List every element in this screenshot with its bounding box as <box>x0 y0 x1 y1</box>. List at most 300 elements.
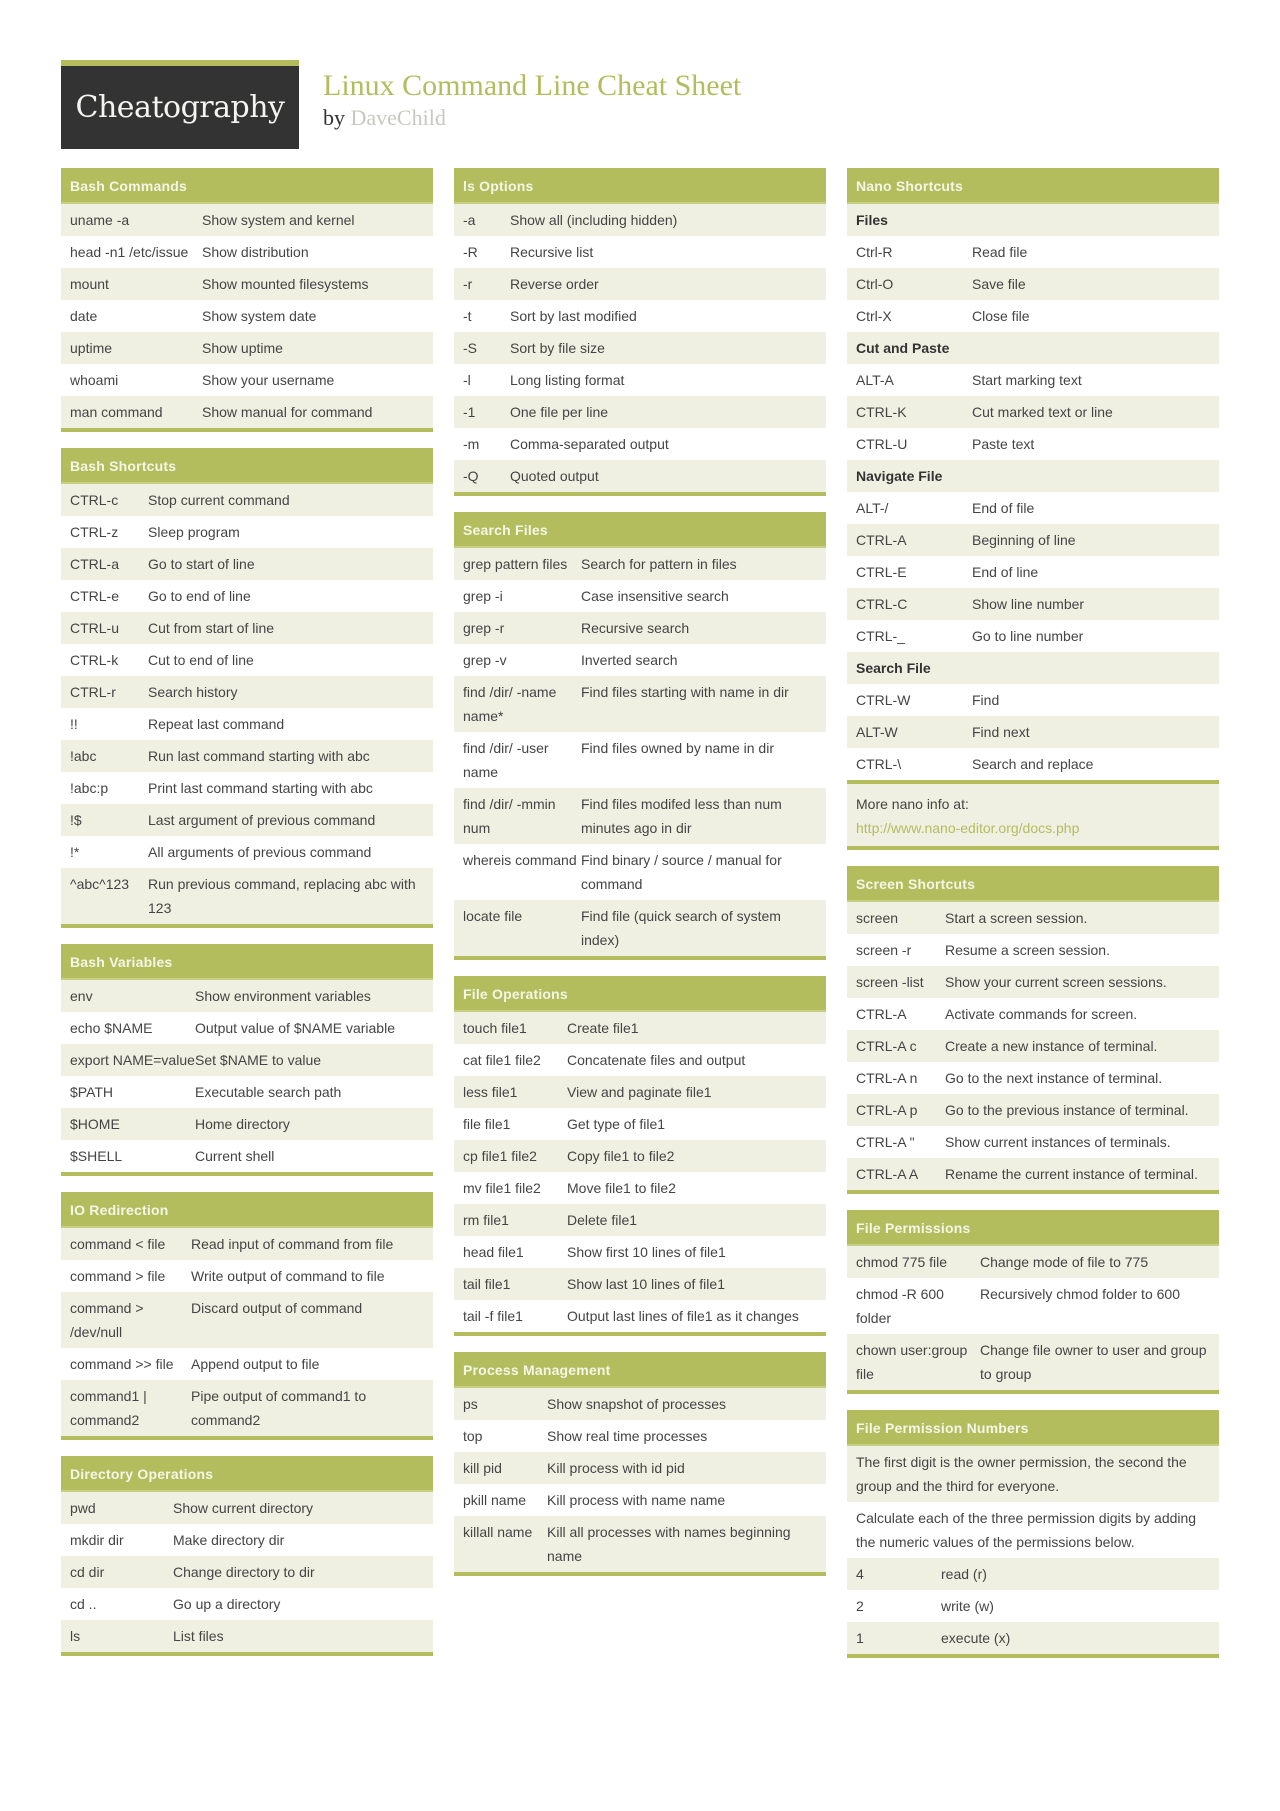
table-row <box>454 1516 826 1572</box>
table-row <box>61 1620 433 1652</box>
command: !abc <box>70 748 97 764</box>
command: touch file1 <box>463 1020 527 1036</box>
panel-title: File Permission Numbers <box>847 1410 1219 1446</box>
subheading-row <box>847 460 1219 492</box>
paragraph: The first digit is the owner permission, the second the group and the third for everyone. <box>847 1446 1219 1502</box>
command: mv file1 file2 <box>463 1180 541 1196</box>
command: uptime <box>70 340 113 356</box>
command: less file1 <box>463 1084 518 1100</box>
description: Long listing format <box>510 372 625 388</box>
command: -R <box>463 244 478 260</box>
description: execute (x) <box>941 1630 1011 1646</box>
table-row <box>61 612 433 644</box>
description: Delete file1 <box>567 1212 638 1228</box>
panel-title: Bash Shortcuts <box>61 448 433 484</box>
table-row <box>454 1420 826 1452</box>
command: !abc:p <box>70 780 109 796</box>
command: CTRL-A <box>856 1006 907 1022</box>
table-row <box>61 708 433 740</box>
command: head file1 <box>463 1244 524 1260</box>
table-row <box>454 396 826 428</box>
description: Set $NAME to value <box>195 1052 322 1068</box>
panel-process-management <box>454 1352 826 1576</box>
description: Find <box>972 692 1000 708</box>
table-row <box>454 644 826 676</box>
command: pkill name <box>463 1492 527 1508</box>
command: find /dir/ -name name* <box>463 684 557 724</box>
command: -1 <box>463 404 476 420</box>
table-row <box>847 268 1219 300</box>
command: ls <box>70 1628 81 1644</box>
panel-title: Search Files <box>454 512 826 548</box>
command: CTRL-a <box>70 556 120 572</box>
description: Sort by file size <box>510 340 605 356</box>
page-header <box>61 60 1217 150</box>
command: CTRL-e <box>70 588 120 604</box>
table-row <box>847 684 1219 716</box>
description: Copy file1 to file2 <box>567 1148 675 1164</box>
description: Make directory dir <box>173 1532 285 1548</box>
command: man command <box>70 404 163 420</box>
description: End of file <box>972 500 1035 516</box>
table-row <box>61 1228 433 1260</box>
table-row <box>61 204 433 236</box>
command: CTRL-A A <box>856 1166 919 1182</box>
table-row <box>847 902 1219 934</box>
panel-title: Nano Shortcuts <box>847 168 1219 204</box>
command: -m <box>463 436 480 452</box>
description: Recursive list <box>510 244 594 260</box>
panel-ls-options <box>454 168 826 496</box>
command: uname -a <box>70 212 130 228</box>
command: ^abc^123 <box>70 876 130 892</box>
command: command1 | command2 <box>70 1388 147 1428</box>
table-row <box>454 300 826 332</box>
command: file file1 <box>463 1116 511 1132</box>
description: Recursive search <box>581 620 690 636</box>
description: Discard output of command <box>191 1300 363 1316</box>
description: Sort by last modified <box>510 308 637 324</box>
table-row <box>847 620 1219 652</box>
command: $SHELL <box>70 1148 123 1164</box>
description: Show current directory <box>173 1500 314 1516</box>
column-2 <box>454 168 826 1592</box>
table-row <box>61 1076 433 1108</box>
command: CTRL-A p <box>856 1102 918 1118</box>
byline <box>323 104 741 132</box>
table-row <box>61 1292 433 1348</box>
description: Create file1 <box>567 1020 639 1036</box>
panel-title: ls Options <box>454 168 826 204</box>
description: Quoted output <box>510 468 599 484</box>
table-row <box>454 1268 826 1300</box>
table-row <box>454 1076 826 1108</box>
panel-rows <box>847 1446 1219 1654</box>
table-row <box>847 364 1219 396</box>
command: 4 <box>856 1566 864 1582</box>
command: CTRL-K <box>856 404 907 420</box>
table-row <box>61 548 433 580</box>
description: Search for pattern in files <box>581 556 737 572</box>
description: Start a screen session. <box>945 910 1088 926</box>
table-row <box>454 1452 826 1484</box>
table-row <box>847 428 1219 460</box>
command: CTRL-z <box>70 524 119 540</box>
command: -S <box>463 340 477 356</box>
panel-bash-commands <box>61 168 433 432</box>
panel-rows <box>61 980 433 1172</box>
table-row <box>61 1012 433 1044</box>
table-row <box>847 1126 1219 1158</box>
command: CTRL-A <box>856 532 907 548</box>
cheatography-logo[interactable] <box>61 60 299 149</box>
command: CTRL-\ <box>856 756 902 772</box>
description: Current shell <box>195 1148 275 1164</box>
command: export NAME=value <box>70 1052 195 1068</box>
table-row <box>61 396 433 428</box>
table-row <box>454 1044 826 1076</box>
command: command >> file <box>70 1356 174 1372</box>
command: CTRL-A " <box>856 1134 915 1150</box>
panel-title: Process Management <box>454 1352 826 1388</box>
description: Recursively chmod folder to 600 <box>980 1286 1180 1302</box>
description: Resume a screen session. <box>945 942 1110 958</box>
subheading-row <box>847 332 1219 364</box>
description: One file per line <box>510 404 609 420</box>
command: 2 <box>856 1598 864 1614</box>
command: -r <box>463 276 473 292</box>
description: Get type of file1 <box>567 1116 666 1132</box>
table-row <box>61 236 433 268</box>
table-row <box>61 332 433 364</box>
table-row <box>61 364 433 396</box>
table-row <box>454 268 826 300</box>
command: find /dir/ -mmin num <box>463 796 556 836</box>
command: CTRL-A c <box>856 1038 917 1054</box>
description: Concatenate files and output <box>567 1052 746 1068</box>
command: top <box>463 1428 483 1444</box>
command: env <box>70 988 93 1004</box>
panel-title: Bash Commands <box>61 168 433 204</box>
description: Go to line number <box>972 628 1084 644</box>
description: Last argument of previous command <box>148 812 376 828</box>
table-row <box>61 516 433 548</box>
description: Read input of command from file <box>191 1236 394 1252</box>
table-row <box>61 740 433 772</box>
command: date <box>70 308 98 324</box>
description: Rename the current instance of terminal. <box>945 1166 1198 1182</box>
table-row <box>61 676 433 708</box>
description: Show manual for command <box>202 404 373 420</box>
command: chmod 775 file <box>856 1254 948 1270</box>
table-row <box>454 1108 826 1140</box>
command: command > file <box>70 1268 166 1284</box>
description: Sleep program <box>148 524 240 540</box>
description: Show snapshot of processes <box>547 1396 726 1412</box>
description: Go to end of line <box>148 588 251 604</box>
table-row <box>847 1590 1219 1622</box>
command: cd .. <box>70 1596 97 1612</box>
command: grep pattern files <box>463 556 568 572</box>
table-row <box>61 772 433 804</box>
table-row <box>454 612 826 644</box>
description: Go up a directory <box>173 1596 281 1612</box>
description: Append output to file <box>191 1356 320 1372</box>
table-row <box>61 580 433 612</box>
table-row <box>454 548 826 580</box>
description: Run last command starting with abc <box>148 748 370 764</box>
command: Ctrl-O <box>856 276 894 292</box>
table-row <box>61 484 433 516</box>
table-row <box>847 1094 1219 1126</box>
panel-title: Directory Operations <box>61 1456 433 1492</box>
subheading: Search File <box>856 660 931 676</box>
panel-file-operations <box>454 976 826 1336</box>
table-row <box>847 524 1219 556</box>
description: Executable search path <box>195 1084 342 1100</box>
table-row <box>847 716 1219 748</box>
command: pwd <box>70 1500 96 1516</box>
description: Find next <box>972 724 1030 740</box>
description: Kill process with name name <box>547 1492 726 1508</box>
table-row <box>61 1044 433 1076</box>
panel-directory-operations <box>61 1456 433 1656</box>
panel-title: File Operations <box>454 976 826 1012</box>
description: Start marking text <box>972 372 1082 388</box>
panel-bash-variables <box>61 944 433 1176</box>
command: -t <box>463 308 472 324</box>
description: Find binary / source / manual for command <box>581 852 782 892</box>
panel-rows <box>847 1246 1219 1390</box>
command: !* <box>70 844 80 860</box>
description: Pipe output of command1 to command2 <box>191 1388 367 1428</box>
command: CTRL-A n <box>856 1070 918 1086</box>
description: Show distribution <box>202 244 309 260</box>
table-row <box>454 1172 826 1204</box>
command: ALT-W <box>856 724 898 740</box>
paragraph: Calculate each of the three permission digits by adding the numeric values of the permissions below. <box>847 1502 1219 1558</box>
description: Reverse order <box>510 276 599 292</box>
table-row <box>847 1558 1219 1590</box>
command: cd dir <box>70 1564 105 1580</box>
command: command > /dev/null <box>70 1300 144 1340</box>
subheading: Cut and Paste <box>856 340 950 356</box>
command: find /dir/ -user name <box>463 740 549 780</box>
panel-bash-shortcuts <box>61 448 433 928</box>
table-row <box>847 492 1219 524</box>
note-text: More nano info at: <box>856 796 969 812</box>
command: kill pid <box>463 1460 502 1476</box>
table-row <box>454 1388 826 1420</box>
description: Find files starting with name in dir <box>581 684 789 700</box>
panel-rows <box>61 484 433 924</box>
description: Home directory <box>195 1116 290 1132</box>
description: Show your current screen sessions. <box>945 974 1167 990</box>
table-row <box>61 1492 433 1524</box>
command: command < file <box>70 1236 166 1252</box>
command: 1 <box>856 1630 864 1646</box>
table-row <box>454 332 826 364</box>
description: Repeat last command <box>148 716 285 732</box>
table-row <box>454 1236 826 1268</box>
table-row <box>61 300 433 332</box>
command: CTRL-k <box>70 652 119 668</box>
description: Beginning of line <box>972 532 1076 548</box>
description: Go to the previous instance of terminal. <box>945 1102 1189 1118</box>
command: locate file <box>463 908 523 924</box>
command: grep -r <box>463 620 505 636</box>
description: Find file (quick search of system index) <box>581 908 781 948</box>
table-row <box>61 1348 433 1380</box>
description: Output value of $NAME variable <box>195 1020 395 1036</box>
command: CTRL-C <box>856 596 908 612</box>
description: Activate commands for screen. <box>945 1006 1138 1022</box>
logo-text: Cheatography <box>75 90 285 125</box>
command: grep -v <box>463 652 507 668</box>
description: Read file <box>972 244 1028 260</box>
command: whereis command <box>463 852 577 868</box>
table-row <box>454 460 826 492</box>
description: Output last lines of file1 as it changes <box>567 1308 799 1324</box>
table-row <box>61 1380 433 1436</box>
column-3 <box>847 168 1219 1674</box>
column-1 <box>61 168 433 1672</box>
description: Move file1 to file2 <box>567 1180 676 1196</box>
command: cp file1 file2 <box>463 1148 537 1164</box>
description: Show first 10 lines of file1 <box>567 1244 726 1260</box>
description: End of line <box>972 564 1039 580</box>
description: Search and replace <box>972 756 1094 772</box>
table-row <box>61 836 433 868</box>
description: Write output of command to file <box>191 1268 385 1284</box>
panel-file-permissions <box>847 1210 1219 1394</box>
description: Comma-separated output <box>510 436 669 452</box>
table-row <box>847 748 1219 780</box>
table-row <box>454 1300 826 1332</box>
table-row <box>61 644 433 676</box>
command: -l <box>463 372 471 388</box>
author-link[interactable]: DaveChild <box>350 105 446 130</box>
description: Show all (including hidden) <box>510 212 678 228</box>
description: Stop current command <box>148 492 290 508</box>
table-row <box>454 1012 826 1044</box>
command: CTRL-r <box>70 684 116 700</box>
description: Cut marked text or line <box>972 404 1113 420</box>
command: mount <box>70 276 109 292</box>
table-row <box>61 868 433 924</box>
table-row <box>847 396 1219 428</box>
description: Show current instances of terminals. <box>945 1134 1171 1150</box>
description: List files <box>173 1628 224 1644</box>
command: CTRL-E <box>856 564 907 580</box>
command: ALT-/ <box>856 500 889 516</box>
description: Print last command starting with abc <box>148 780 373 796</box>
panel-nano-shortcuts <box>847 168 1219 850</box>
panel-rows <box>61 204 433 428</box>
command: Ctrl-R <box>856 244 893 260</box>
description: Paste text <box>972 436 1035 452</box>
panel-rows <box>454 548 826 956</box>
table-row <box>847 1062 1219 1094</box>
table-row <box>847 236 1219 268</box>
table-row <box>61 1140 433 1172</box>
table-row <box>454 788 826 844</box>
description: Show environment variables <box>195 988 371 1004</box>
table-row <box>454 1484 826 1516</box>
nano-docs-link[interactable]: http://www.nano-editor.org/docs.php <box>856 820 1080 836</box>
table-row <box>61 1556 433 1588</box>
description: write (w) <box>941 1598 994 1614</box>
table-row <box>454 900 826 956</box>
description: Show real time processes <box>547 1428 708 1444</box>
table-row <box>847 1622 1219 1654</box>
table-row <box>454 580 826 612</box>
table-row <box>847 998 1219 1030</box>
command: whoami <box>70 372 119 388</box>
table-row <box>454 732 826 788</box>
command: Ctrl-X <box>856 308 892 324</box>
table-row <box>847 1334 1219 1390</box>
table-row <box>61 1524 433 1556</box>
table-row <box>847 1030 1219 1062</box>
table-row <box>847 588 1219 620</box>
command: CTRL-W <box>856 692 911 708</box>
table-row <box>454 204 826 236</box>
table-row <box>454 236 826 268</box>
command: $HOME <box>70 1116 120 1132</box>
table-row <box>61 804 433 836</box>
description: Show mounted filesystems <box>202 276 369 292</box>
panel-rows <box>454 204 826 492</box>
command: $PATH <box>70 1084 114 1100</box>
subheading: Navigate File <box>856 468 943 484</box>
command: -a <box>463 212 476 228</box>
subheading-row <box>847 652 1219 684</box>
panel-note <box>847 780 1219 846</box>
table-row <box>847 556 1219 588</box>
description: Change directory to dir <box>173 1564 315 1580</box>
table-row <box>454 844 826 900</box>
table-row <box>847 934 1219 966</box>
command: screen -list <box>856 974 924 990</box>
command: CTRL-u <box>70 620 120 636</box>
description: Change file owner to user and group to group <box>980 1342 1207 1382</box>
command: screen -r <box>856 942 912 958</box>
description: Kill process with id pid <box>547 1460 685 1476</box>
command: CTRL-_ <box>856 628 906 644</box>
table-row <box>61 1260 433 1292</box>
panel-rows <box>847 204 1219 780</box>
description: View and paginate file1 <box>567 1084 712 1100</box>
description: Find files owned by name in dir <box>581 740 774 756</box>
table-row <box>847 300 1219 332</box>
description: Save file <box>972 276 1026 292</box>
description: Run previous command, replacing abc with 123 <box>148 876 416 916</box>
by-label: by <box>323 105 345 130</box>
command: grep -i <box>463 588 503 604</box>
command: cat file1 file2 <box>463 1052 541 1068</box>
description: All arguments of previous command <box>148 844 372 860</box>
panel-screen-shortcuts <box>847 866 1219 1194</box>
panel-rows <box>454 1012 826 1332</box>
command: screen <box>856 910 899 926</box>
description: Find files modifed less than num minutes ago in dir <box>581 796 782 836</box>
panel-file-permission-numbers <box>847 1410 1219 1658</box>
table-row <box>61 268 433 300</box>
table-row <box>61 1108 433 1140</box>
command: CTRL-U <box>856 436 908 452</box>
description: Show system date <box>202 308 317 324</box>
